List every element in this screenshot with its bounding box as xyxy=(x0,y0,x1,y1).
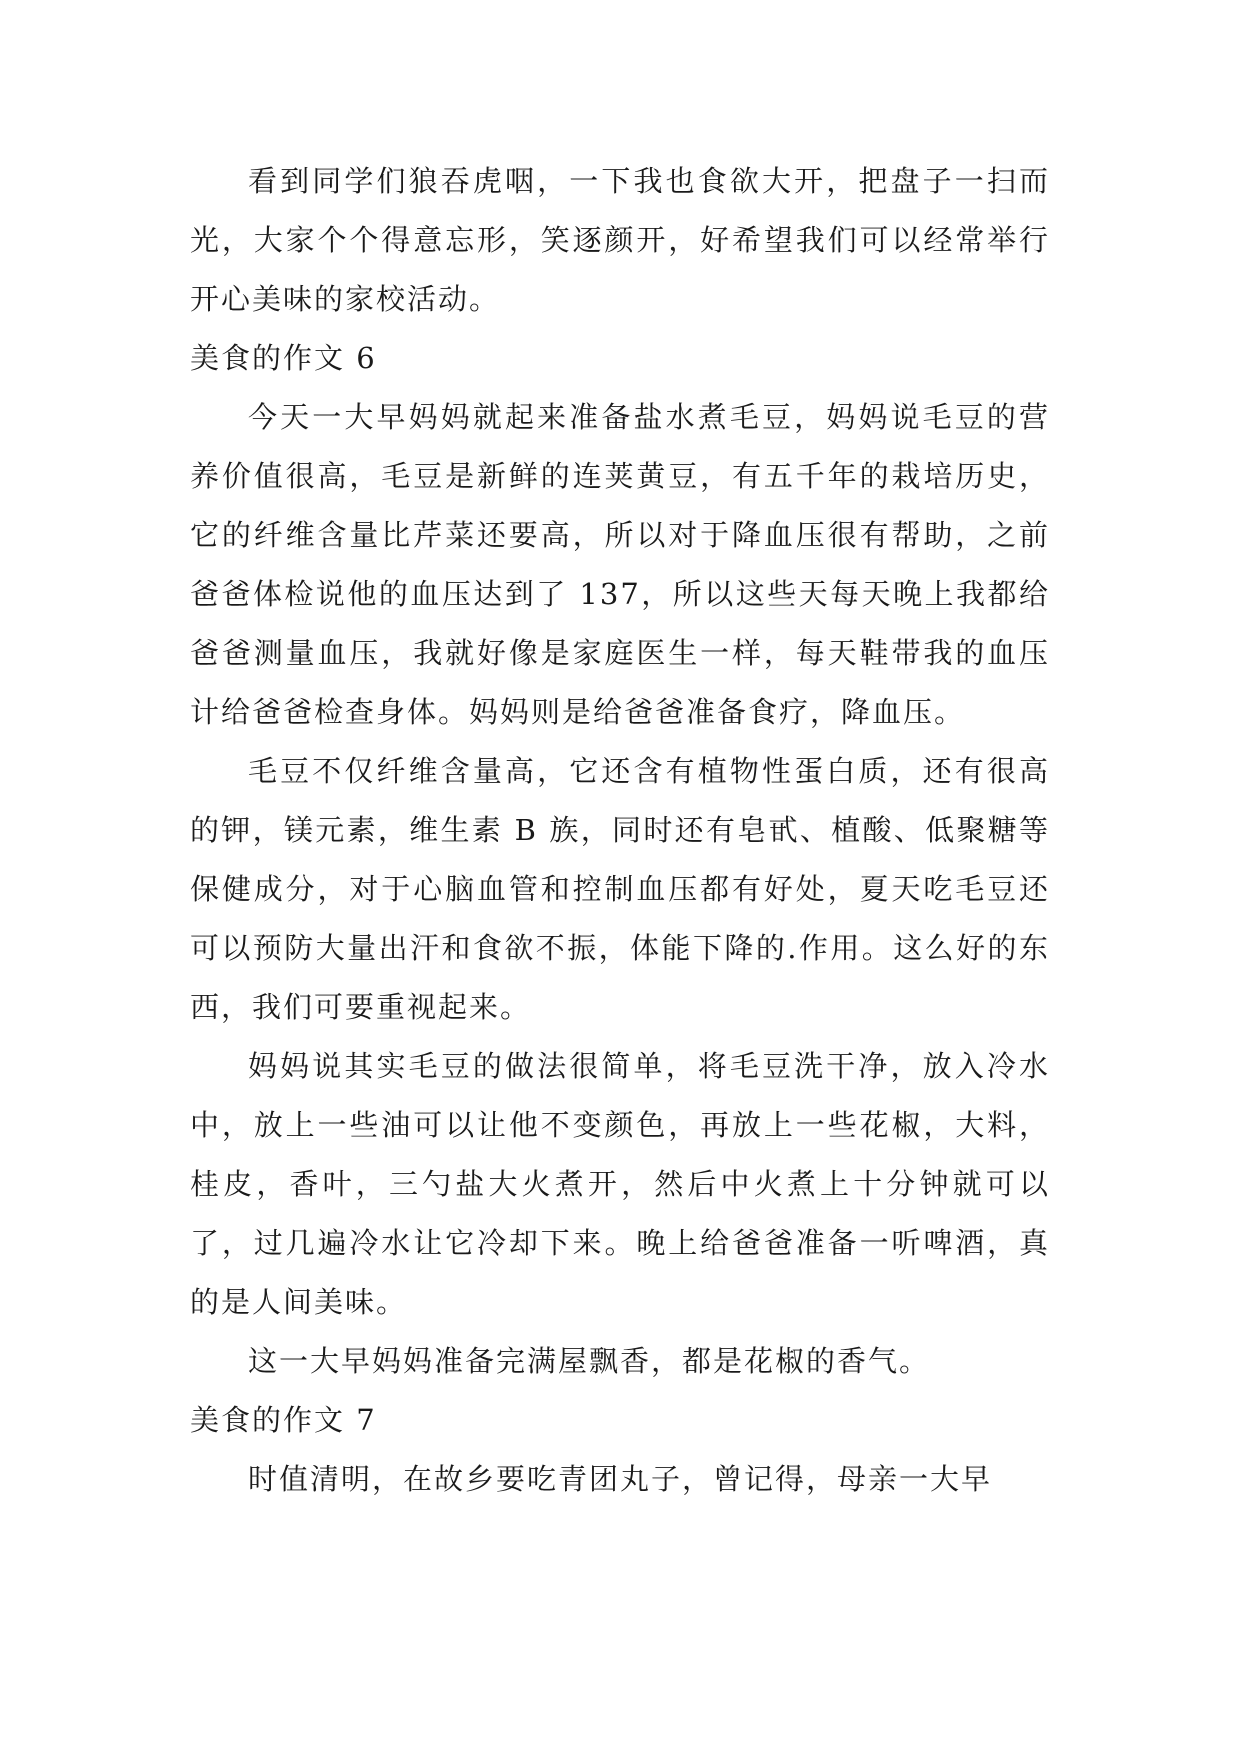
essay-heading-6: 美食的作文 6 xyxy=(190,341,377,375)
paragraph-essay-6-closing: 这一大早妈妈准备完满屋飘香，都是花椒的香气。 xyxy=(248,1344,931,1378)
paragraph-closing-essay-5: 看到同学们狼吞虎咽，一下我也食欲大开，把盘子一扫而光，大家个个得意忘形，笑逐颜开，好希望我们可以经常举行开心美味的家校活动。 xyxy=(190,164,1050,316)
paragraph-essay-6-intro: 今天一大早妈妈就起来准备盐水煮毛豆，妈妈说毛豆的营养价值很高，毛豆是新鲜的连荚黄豆，有五千年的栽培历史，它的纤维含量比芹菜还要高，所以对于降血压很有帮助，之前爸爸体检说他的血压达到了 137，所以这些天每天晚上我都给爸爸测量血压，我就好像是家庭医生一样，每天鞋带我的血压计给爸爸检查身体。妈妈则是给爸爸准备食疗，降血压。 xyxy=(190,400,1050,729)
paragraph-essay-6-recipe: 妈妈说其实毛豆的做法很简单，将毛豆洗干净，放入冷水中，放上一些油可以让他不变颜色，再放上一些花椒，大料，桂皮，香叶，三勺盐大火煮开，然后中火煮上十分钟就可以了，过几遍冷水让它冷却下来。晚上给爸爸准备一听啤酒，真的是人间美味。 xyxy=(190,1049,1050,1319)
paragraph-essay-7-intro: 时值清明，在故乡要吃青团丸子，曾记得，母亲一大早 xyxy=(248,1462,993,1496)
essay-heading-7: 美食的作文 7 xyxy=(190,1403,377,1437)
paragraph-essay-6-nutrition: 毛豆不仅纤维含量高，它还含有植物性蛋白质，还有很高的钾，镁元素，维生素 B 族，同时还有皂甙、植酸、低聚糖等保健成分，对于心脑血管和控制血压都有好处，夏天吃毛豆还可以预防大量出汗和食欲不振，体能下降的.作用。这么好的东西，我们可要重视起来。 xyxy=(190,754,1050,1024)
document-body xyxy=(190,152,1050,1509)
